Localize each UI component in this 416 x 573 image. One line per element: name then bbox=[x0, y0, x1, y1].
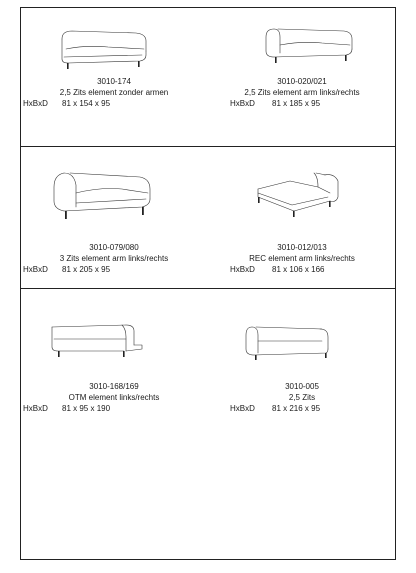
product-card bbox=[20, 289, 208, 429]
dimensions-label: HxBxD bbox=[23, 265, 48, 274]
sofa-element-no-arms-icon bbox=[56, 27, 156, 73]
dimensions-value: 81 x 216 x 95 bbox=[272, 404, 321, 413]
dimensions-label: HxBxD bbox=[230, 404, 255, 413]
product-description: 2,5 Zits bbox=[288, 393, 316, 402]
dimensions-value: 81 x 185 x 95 bbox=[272, 99, 321, 108]
dimensions-label: HxBxD bbox=[230, 265, 255, 274]
product-description: 2,5 Zits element zonder armen bbox=[59, 88, 169, 97]
product-card bbox=[208, 7, 396, 146]
chaise-longue-icon bbox=[254, 167, 354, 223]
dimensions-label: HxBxD bbox=[23, 404, 48, 413]
sofa-3-seat-one-arm-icon bbox=[50, 163, 162, 225]
product-description: 2,5 Zits element arm links/rechts bbox=[244, 88, 360, 97]
product-card bbox=[20, 147, 208, 288]
product-description: OTM element links/rechts bbox=[68, 393, 160, 402]
dimensions-label: HxBxD bbox=[230, 99, 255, 108]
product-description: REC element arm links/rechts bbox=[249, 254, 355, 263]
product-code: 3010-012/013 bbox=[277, 243, 327, 252]
product-card bbox=[20, 7, 208, 146]
product-code: 3010-168/169 bbox=[89, 382, 139, 391]
product-description: 3 Zits element arm links/rechts bbox=[59, 254, 169, 263]
dimensions-value: 81 x 95 x 190 bbox=[62, 404, 111, 413]
dimensions-value: 81 x 106 x 166 bbox=[272, 265, 325, 274]
product-card bbox=[208, 147, 396, 288]
dimensions-label: HxBxD bbox=[23, 99, 48, 108]
sofa-element-one-arm-icon bbox=[262, 23, 362, 69]
otm-element-icon bbox=[48, 319, 148, 363]
product-code: 3010-079/080 bbox=[89, 243, 139, 252]
product-code: 3010-005 bbox=[285, 382, 319, 391]
sofa-two-arms-icon bbox=[242, 323, 342, 363]
product-card bbox=[208, 289, 396, 429]
dimensions-value: 81 x 205 x 95 bbox=[62, 265, 111, 274]
product-code: 3010-020/021 bbox=[277, 77, 327, 86]
dimensions-value: 81 x 154 x 95 bbox=[62, 99, 111, 108]
product-code: 3010-174 bbox=[97, 77, 131, 86]
